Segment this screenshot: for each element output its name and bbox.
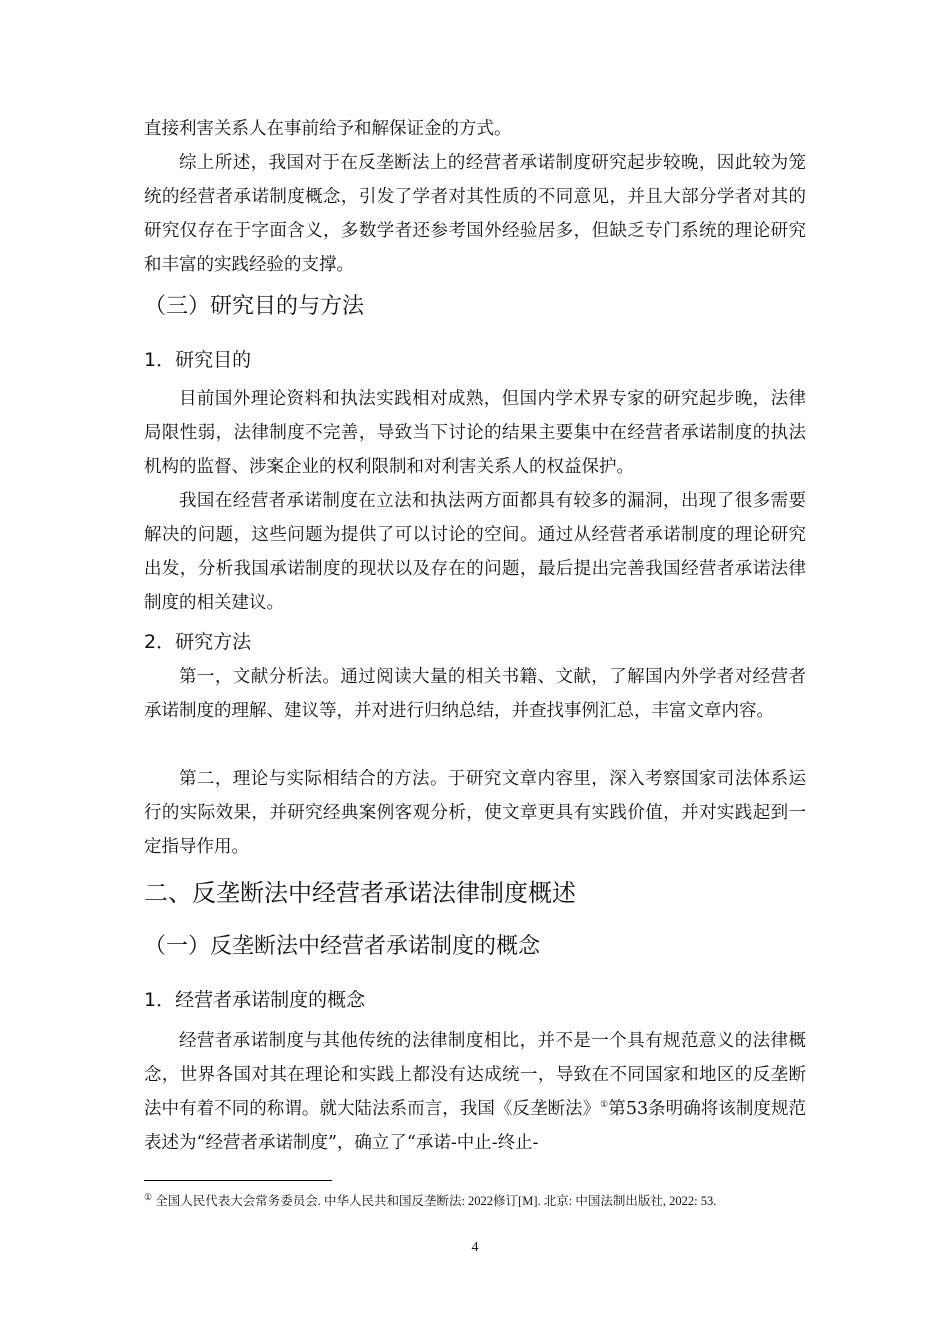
chapter-title: 二、反垄断法中经营者承诺法律制度概述: [144, 879, 576, 907]
purpose-paragraph-2: [144, 484, 806, 620]
paragraph-text-part: 第53条明确将该制度规范表述为“经营者承诺制度”，确立了“承诺-中止-终止-: [144, 1099, 806, 1153]
footnote-separator: [144, 1180, 332, 1181]
subsection-heading: 2．研究方法: [144, 631, 252, 653]
method-paragraph-2: [144, 762, 806, 864]
section-heading: （一）反垄断法中经营者承诺制度的概念: [144, 934, 541, 959]
subsection-heading: 1．研究目的: [144, 349, 252, 371]
intro-tail-paragraph: [144, 112, 806, 146]
paragraph-text: 直接利害关系人在事前给予和解保证金的方式。: [144, 119, 512, 139]
purpose-paragraph-1: [144, 382, 806, 484]
paragraph-text: [144, 1024, 806, 1160]
page-number: 4: [471, 1240, 479, 1255]
paragraph-text: 第二，理论与实际相结合的方法。于研究文章内容里，深入考察国家司法体系运行的实际效果，并研究经典案例客观分析，使文章更具有实践价值，并对实践起到一定指导作用。: [144, 769, 806, 857]
paragraph-text: 我国在经营者承诺制度在立法和执法两方面都具有较多的漏洞，出现了很多需要解决的问题，这些问题为提供了可以讨论的空间。通过从经营者承诺制度的理论研究出发，分析我国承诺制度的现状以及存在的问题，最后提出完善我国经营者承诺法律制度的相关建议。: [144, 491, 806, 613]
concept-paragraph: [144, 1024, 806, 1160]
method-paragraph-1: [144, 660, 806, 728]
footnote-reference[interactable]: ①: [600, 1100, 609, 1111]
subsection-heading: 1．经营者承诺制度的概念: [144, 989, 366, 1011]
paragraph-text-part: 经营者承诺制度与其他传统的法律制度相比，并不是一个具有规范意义的法律概念，世界各国对其在理论和实践上都没有达成统一，导致在不同国家和地区的反垄断法中有着不同的称谓。就大陆法系而言，我国《反垄断法》: [144, 1031, 806, 1119]
paragraph-text: 目前国外理论资料和执法实践相对成熟，但国内学术界专家的研究起步晚，法律局限性弱，法律制度不完善，导致当下讨论的结果主要集中在经营者承诺制度的执法机构的监督、涉案企业的权利限制和对利害关系人的权益保护。: [144, 389, 806, 477]
chapter-heading: [144, 876, 806, 910]
section-heading-concept: [144, 932, 806, 962]
paragraph-text: 第一，文献分析法。通过阅读大量的相关书籍、文献，了解国内外学者对经营者承诺制度的理解、建议等，并对进行归纳总结，并查找事例汇总，丰富文章内容。: [144, 667, 806, 721]
subheading-concept: [144, 986, 806, 1014]
footnote: [144, 1192, 806, 1210]
section-heading-research-purpose-method: [144, 292, 806, 322]
summary-paragraph: [144, 146, 806, 282]
footnote-marker: ①: [144, 1191, 153, 1202]
paragraph-text: 综上所述，我国对于在反垄断法上的经营者承诺制度研究起步较晚，因此较为笼统的经营者承诺制度概念，引发了学者对其性质的不同意见，并且大部分学者对其的研究仅存在于字面含义，多数学者还参考国外经验居多，但缺乏专门系统的理论研究和丰富的实践经验的支撑。: [144, 153, 806, 275]
section-heading: （三）研究目的与方法: [144, 294, 365, 319]
subheading-research-purpose: [144, 346, 806, 374]
footnote-text: 全国人民代表大会常务委员会. 中华人民共和国反垄断法: 2022修订[M]. 北京: 中国法制出版社, 2022: 53.: [155, 1194, 717, 1208]
subheading-research-method: [144, 628, 806, 656]
